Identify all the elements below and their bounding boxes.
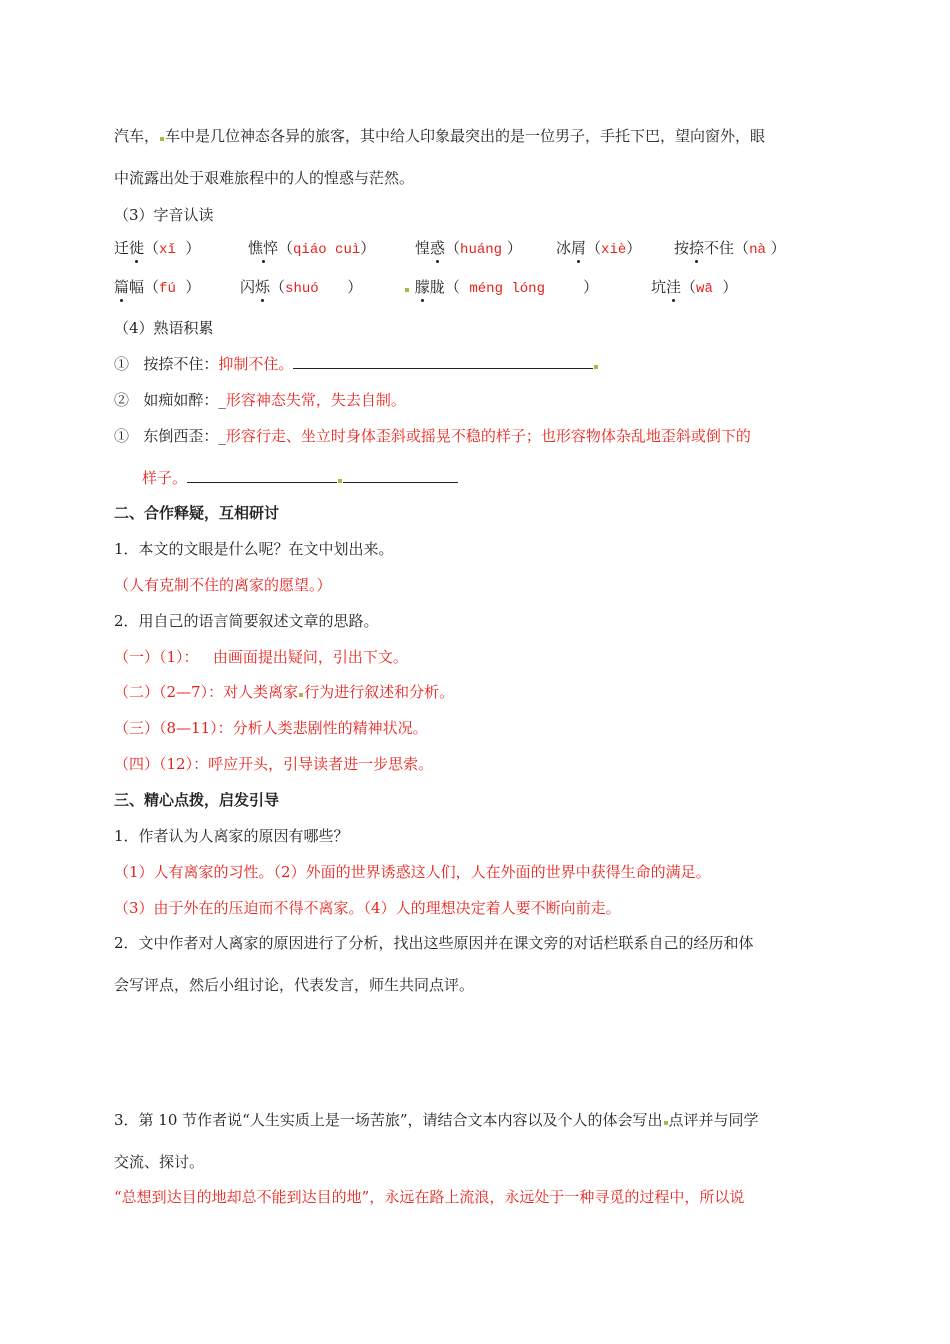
- pron-item-na: 按捺不住（nà ）: [674, 239, 786, 258]
- pinyin: shuó: [285, 281, 319, 297]
- idiom-item-1: ① 按捺不住：抑制不住。: [114, 354, 599, 374]
- idiom-item-3: ① 东倒西歪：_形容行走、坐立时身体歪斜或摇晃不稳的样子；也形容物体杂乱地歪斜或倒下的: [114, 427, 751, 445]
- pinyin: fú: [159, 281, 176, 297]
- outline-step-4: （四）（12）：呼应开头，引导读者进一步思索。: [114, 755, 434, 773]
- outline-step-3: （三）（8—11）：分析人类悲剧性的精神状况。: [114, 719, 428, 737]
- pron-item-xie: 冰屑（xiè）: [556, 239, 642, 258]
- answer-blank: [343, 468, 458, 483]
- idiom-item-3-cont: 样子。: [142, 468, 458, 488]
- answer-blank: [187, 468, 337, 483]
- pinyin: xǐ: [159, 242, 176, 258]
- pinyin: méng lóng: [469, 281, 545, 297]
- section-2-question-1: 1．本文的文眼是什么呢？在文中划出来。: [114, 540, 394, 558]
- pron-item-menglong: 朦胧（ méng lóng ）: [404, 277, 598, 299]
- section-2-question-2: 2．用自己的语言简要叙述文章的思路。: [114, 612, 379, 630]
- section-3-question-1: 1．作者认为人离家的原因有哪些？: [114, 827, 349, 845]
- idiom-definition: 形容行走、坐立时身体歪斜或摇晃不稳的样子；也形容物体杂乱地歪斜或倒下的: [225, 427, 751, 445]
- editor-mark: [405, 288, 409, 292]
- pron-item-wa: 坑洼（wā ）: [651, 278, 738, 297]
- outline-step-2: （二）（2—7）：对人类离家 行为进行叙述和分析。: [114, 683, 455, 701]
- section-2-heading: 二、合作释疑，互相研讨: [114, 504, 280, 522]
- pron-item-xi: 迁徙（xǐ ）: [114, 239, 201, 258]
- section-3-question-2-line-1: 2．文中作者对人离家的原因进行了分析，找出这些原因并在课文旁的对话栏联系自己的经历和体: [114, 934, 754, 952]
- answer-blank: [293, 354, 593, 369]
- idiom-definition: 抑制不住。: [218, 355, 294, 373]
- pinyin: huáng: [460, 242, 503, 258]
- pron-item-huang: 惶惑（huáng ）: [415, 239, 522, 258]
- pinyin: nà: [749, 242, 766, 258]
- intro-text-b: 车中是几位神态各异的旅客，其中给人印象最突出的是一位男子，手托下巴，望向窗外，眼: [165, 127, 766, 145]
- section-3-answer-1-line-1: （1）人有离家的习性。（2）外面的世界诱惑这人们，人在外面的世界中获得生命的满足。: [114, 863, 711, 881]
- idiom-definition: 形容神态失常，失去自制。: [225, 391, 406, 409]
- editor-mark: [664, 1121, 668, 1125]
- pron-item-shuo: 闪烁（shuó ）: [240, 278, 363, 297]
- outline-step-1: （一）（1）： 由画面提出疑问，引出下文。: [114, 648, 408, 666]
- pron-item-fu: 篇幅（fú ）: [114, 278, 201, 297]
- editor-mark: [160, 137, 164, 141]
- pinyin: qiáo cuì: [293, 242, 361, 258]
- intro-text-a: 汽车，: [114, 127, 160, 145]
- idioms-heading: （4）熟语积累: [114, 319, 214, 337]
- section-2-answer-1: （人有克制不住的离家的愿望。）: [114, 576, 332, 594]
- section-3-question-2-line-2: 会写评点，然后小组讨论，代表发言，师生共同点评。: [114, 976, 475, 994]
- pinyin: wā: [696, 281, 713, 297]
- intro-line-1: [114, 126, 765, 146]
- idiom-item-2: ② 如痴如醉：_形容神态失常，失去自制。: [114, 391, 406, 409]
- editor-mark: [299, 693, 303, 697]
- pronunciation-heading: （3）字音认读: [114, 206, 214, 224]
- editor-mark: [594, 365, 598, 369]
- section-3-question-3-line-2: 交流、探讨。: [114, 1153, 205, 1171]
- section-3-answer-1-line-2: （3）由于外在的压迫而不得不离家。（4）人的理想决定着人要不断向前走。: [114, 899, 621, 917]
- section-3-heading: 三、精心点拨，启发引导: [114, 791, 280, 809]
- intro-line-2: 中流露出处于艰难旅程中的人的惶惑与茫然。: [114, 169, 415, 187]
- section-3-question-3-line-1: 3．第 10 节作者说“人生实质上是一场苦旅”，请结合文本内容以及个人的体会写出 点评并与同学: [114, 1111, 759, 1129]
- editor-mark: [338, 479, 342, 483]
- section-3-answer-3-line-1: “总想到达目的地却总不能到达目的地”，永远在路上流浪，永远处于一种寻觅的过程中，所以说: [114, 1188, 745, 1206]
- pron-item-qiaocui: 憔悴（qiáo cuì）: [248, 239, 376, 258]
- pinyin: xiè: [601, 242, 627, 258]
